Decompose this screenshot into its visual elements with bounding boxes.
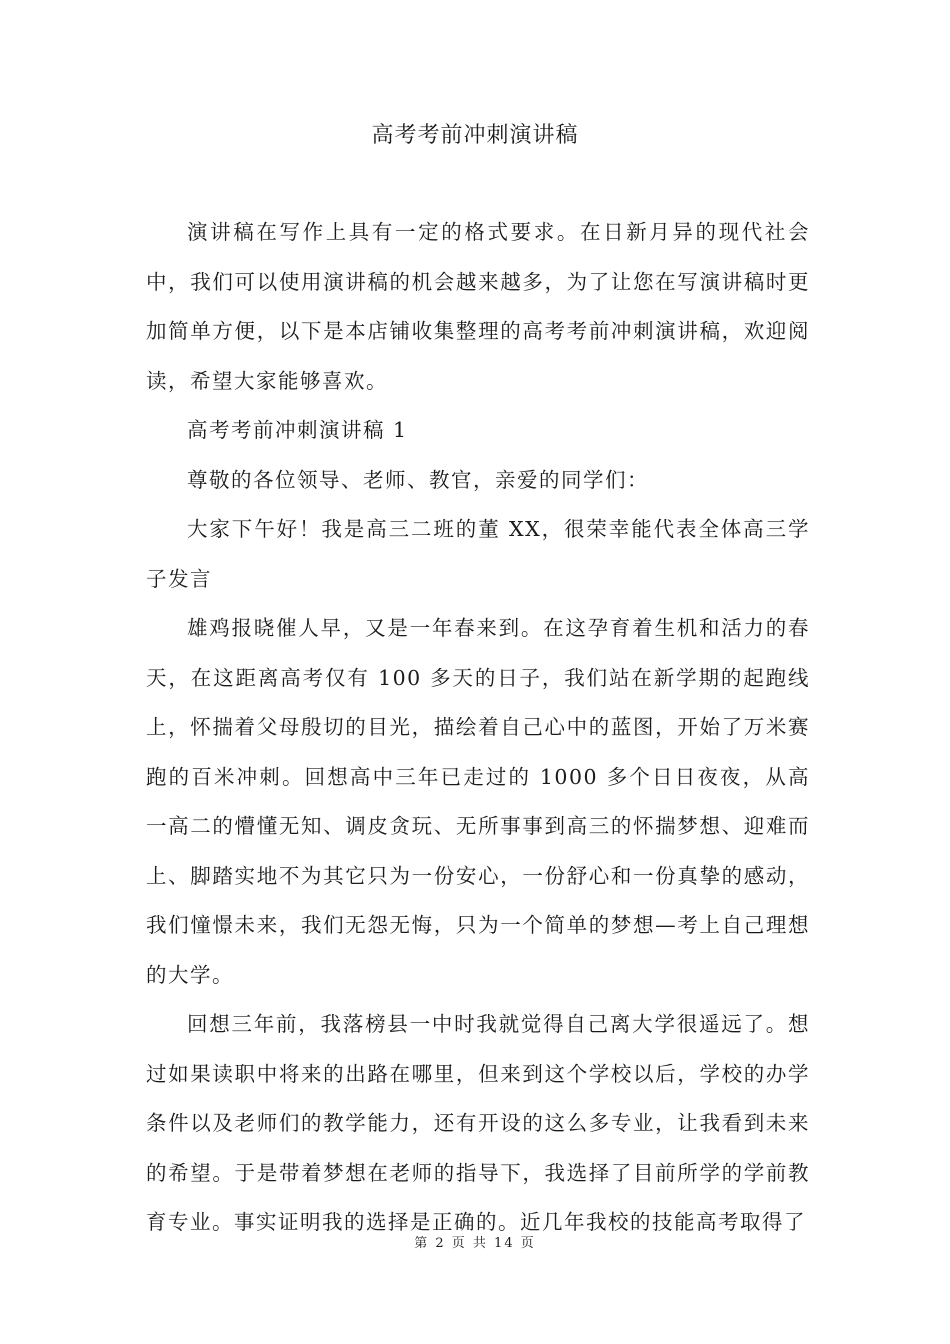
document-title: 高考考前冲刺演讲稿 [371, 123, 579, 148]
paragraph-recollection: 回想三年前，我落榜县一中时我就觉得自己离大学很遥远了。想过如果读职中将来的出路在哪里，但来到这个学校以后，学校的办学条件以及老师们的教学能力，还有开设的这么多专业，让我看到未来的希望。于是带着梦想在老师的指导下，我选择了目前所学的学前教育专业。事实证明我的选择是正确的。近几年我校的技能高考取得了 [146, 1012, 810, 1234]
document-body [146, 208, 810, 1248]
page-number: 第 2 页 共 14 页 [414, 1236, 536, 1251]
paragraph-spring: 雄鸡报晓催人早，又是一年春来到。在这孕育着生机和活力的春天，在这距离高考仅有 100 多天的日子，我们站在新学期的起跑线上，怀揣着父母殷切的目光，描绘着自己心中的蓝图，开始了万米赛跑的百米冲刺。回想高中三年已走过的 1000 多个日日夜夜，从高一高二的懵懂无知、调皮贪玩、无所事事到高三的怀揣梦想、迎难而上、脚踏实地不为其它只为一份安心，一份舒心和一份真挚的感动，我们憧憬未来，我们无怨无悔，只为一个简单的梦想—考上自己理想的大学。 [146, 616, 810, 987]
paragraph-salutation: 尊敬的各位领导、老师、教官，亲爱的同学们： [187, 467, 649, 492]
paragraph-intro: 演讲稿在写作上具有一定的格式要求。在日新月异的现代社会中，我们可以使用演讲稿的机会越来越多，为了让您在写演讲稿时更加简单方便，以下是本店铺收集整理的高考考前冲刺演讲稿，欢迎阅读，希望大家能够喜欢。 [146, 220, 810, 393]
paragraph-section-heading: 高考考前冲刺演讲稿 1 [187, 418, 408, 442]
paragraph-greeting: 大家下午好！我是高三二班的董 XX，很荣幸能代表全体高三学子发言 [146, 517, 810, 591]
